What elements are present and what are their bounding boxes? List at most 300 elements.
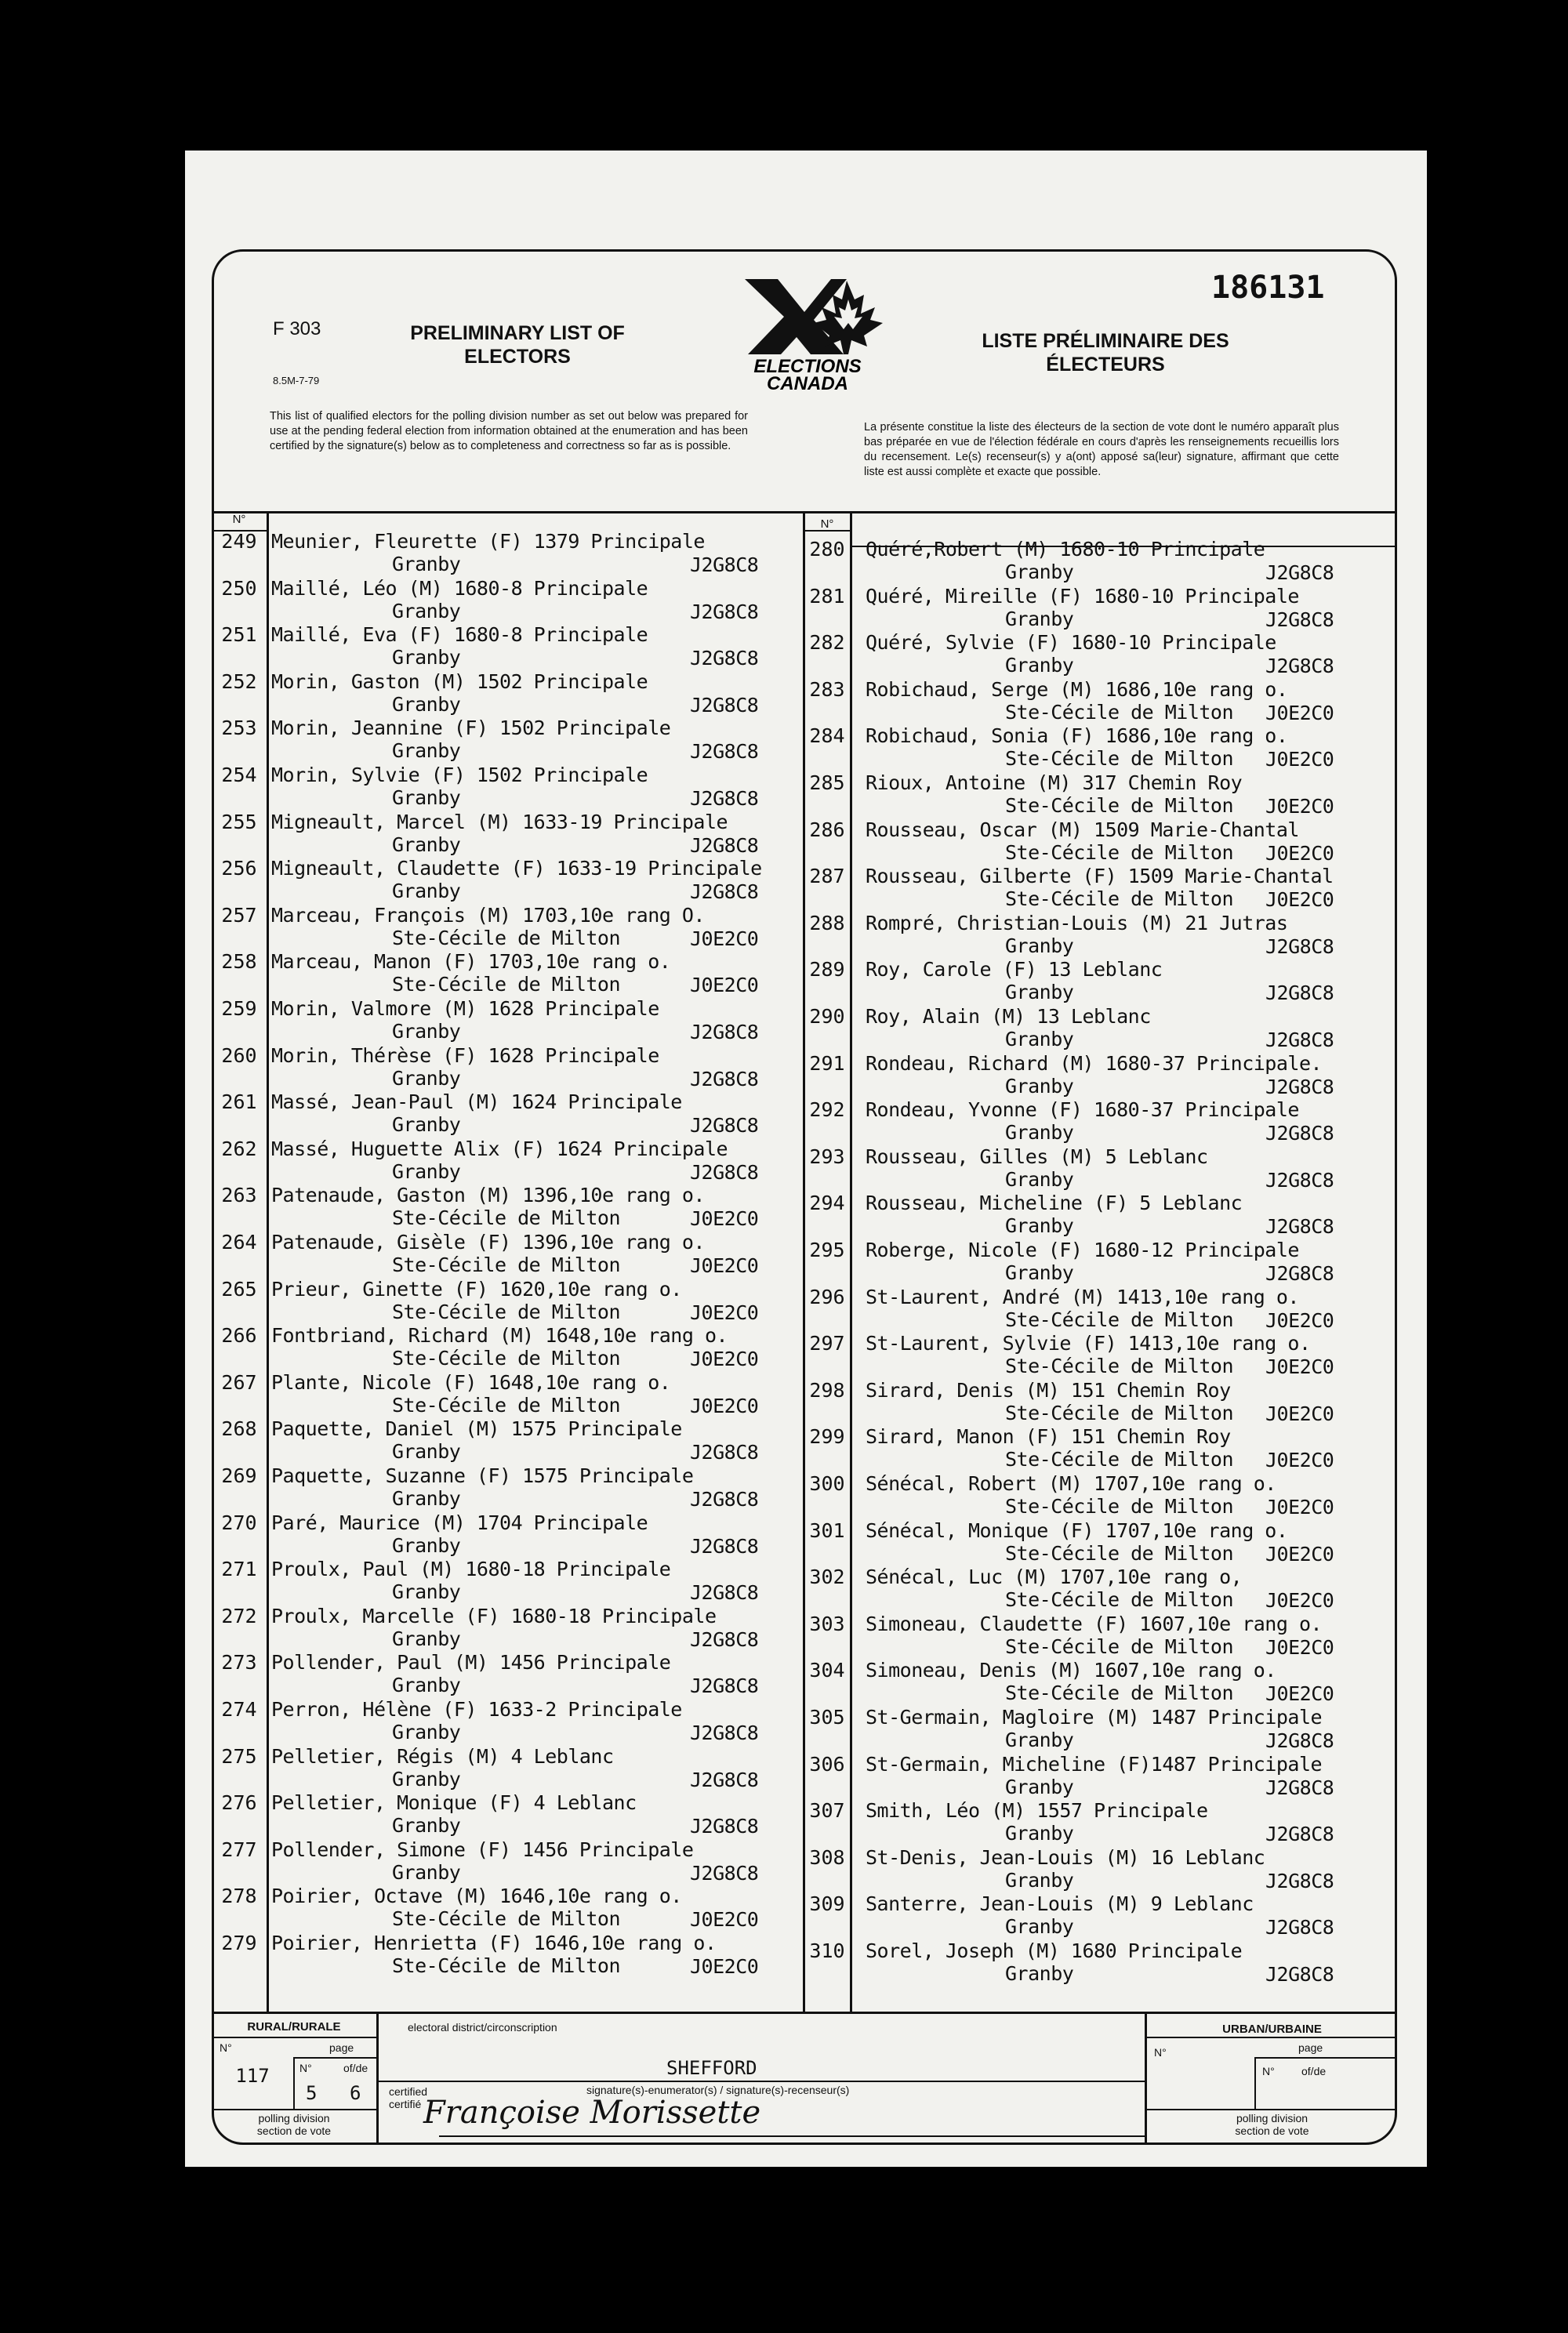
left-number-column-rule	[267, 511, 269, 2013]
elector-number: 250	[221, 576, 257, 600]
elector-municipality: Granby	[392, 1533, 461, 1557]
elector-name-address: Patenaude, Gaston (M) 1396,10e rang o.	[271, 1184, 705, 1207]
elector-municipality: Ste-Cécile de Milton	[1005, 1448, 1234, 1471]
elector-number: 256	[221, 857, 257, 880]
enumerator-signature: Françoise Morissette	[423, 2095, 761, 2131]
elector-municipality: Ste-Cécile de Milton	[392, 1393, 621, 1417]
elector-name-address: Perron, Hélène (F) 1633-2 Principale	[271, 1698, 682, 1721]
page-of-label: of/de	[343, 2062, 368, 2074]
elector-name-address: Quéré,Robert (M) 1680-10 Principale	[866, 538, 1265, 561]
elector-name-address: Rousseau, Micheline (F) 5 Leblanc	[866, 1192, 1243, 1215]
elector-postal-code: J2G8C8	[690, 1021, 759, 1043]
elector-number: 290	[809, 1005, 845, 1028]
elector-postal-code: J2G8C8	[690, 1674, 759, 1698]
elector-postal-code: J2G8C8	[690, 1722, 759, 1744]
elector-postal-code: J2G8C8	[690, 880, 759, 904]
elector-municipality: Granby	[392, 1487, 461, 1510]
elector-municipality: Ste-Cécile de Milton	[1005, 1355, 1234, 1378]
elector-number: 293	[809, 1145, 845, 1168]
elector-name-address: Quéré, Mireille (F) 1680-10 Principale	[866, 584, 1299, 608]
elector-name-address: Robichaud, Serge (M) 1686,10e rang o.	[866, 677, 1288, 701]
elector-name-address: Massé, Jean-Paul (M) 1624 Principale	[271, 1090, 682, 1114]
rural-polling-label-en: polling division	[258, 2112, 330, 2124]
elector-municipality: Granby	[392, 1020, 461, 1043]
elector-number: 302	[809, 1566, 845, 1589]
elector-municipality: Ste-Cécile de Milton	[1005, 1635, 1234, 1658]
elector-number: 259	[221, 997, 257, 1020]
footer-urban-page-rule	[1254, 2057, 1397, 2059]
elector-name-address: Migneault, Claudette (F) 1633-19 Principale	[271, 857, 762, 880]
elector-municipality: Granby	[1005, 1074, 1074, 1098]
elector-postal-code: J2G8C8	[690, 693, 759, 717]
elector-name-address: Rondeau, Yvonne (F) 1680-37 Principale	[866, 1098, 1299, 1122]
elector-postal-code: J0E2C0	[1265, 1542, 1334, 1566]
elector-number: 269	[221, 1464, 257, 1487]
elector-number: 308	[809, 1845, 845, 1869]
elector-name-address: Morin, Valmore (M) 1628 Principale	[271, 997, 659, 1020]
elector-postal-code: J0E2C0	[1265, 1682, 1334, 1706]
elector-postal-code: J0E2C0	[1265, 1402, 1334, 1425]
elector-municipality: Ste-Cécile de Milton	[1005, 1588, 1234, 1612]
elector-postal-code: J2G8C8	[1265, 1823, 1334, 1846]
title-french-line2: ÉLECTEURS	[1046, 354, 1165, 376]
elector-number: 270	[221, 1511, 257, 1534]
intro-english: This list of qualified electors for the polling division number as set out below was prepared for use at the pending federal election from information obtained at the enumeration and has been certified by the signature(s) below as to completeness and correctness so far as is possible.	[270, 410, 748, 452]
rural-polling-label	[212, 2112, 376, 2137]
rural-page-label: page	[329, 2041, 354, 2054]
elector-municipality: Granby	[1005, 981, 1074, 1004]
elector-name-address: Paré, Maurice (M) 1704 Principale	[271, 1511, 648, 1534]
elector-postal-code: J0E2C0	[1265, 1635, 1334, 1659]
elector-name-address: Maillé, Léo (M) 1680-8 Principale	[271, 576, 648, 600]
form-number: F 303	[273, 318, 321, 339]
elector-postal-code: J2G8C8	[1265, 1262, 1334, 1285]
elector-number: 257	[221, 903, 257, 927]
elector-name-address: Massé, Huguette Alix (F) 1624 Principale	[271, 1137, 728, 1160]
elector-municipality: Ste-Cécile de Milton	[1005, 1401, 1234, 1424]
footer-urban-rule	[1147, 2037, 1397, 2038]
elector-municipality: Granby	[392, 1580, 461, 1604]
elector-municipality: Granby	[1005, 1214, 1074, 1238]
elector-postal-code: J2G8C8	[690, 1627, 759, 1651]
elector-number: 252	[221, 669, 257, 693]
urban-no-label: N°	[1154, 2046, 1167, 2059]
elector-number: 281	[809, 584, 845, 608]
footer-urban-page-divider	[1254, 2057, 1256, 2109]
elector-name-address: Sénécal, Monique (F) 1707,10e rang o.	[866, 1518, 1288, 1542]
elector-postal-code: J0E2C0	[1265, 795, 1334, 818]
elector-name-address: Patenaude, Gisèle (F) 1396,10e rang o.	[271, 1231, 705, 1254]
elector-postal-code: J0E2C0	[1265, 1589, 1334, 1613]
elector-postal-code: J0E2C0	[690, 1207, 759, 1231]
elections-canada-logo	[729, 276, 886, 392]
footer-rural-rule	[212, 2037, 376, 2038]
certified-label-fr: certifié	[389, 2098, 422, 2110]
elector-number: 278	[221, 1885, 257, 1908]
elector-number: 296	[809, 1285, 845, 1308]
elector-number: 288	[809, 911, 845, 934]
elector-municipality: Ste-Cécile de Milton	[392, 1254, 621, 1276]
elector-name-address: Morin, Gaston (M) 1502 Principale	[271, 669, 648, 693]
urban-page-no-label: N°	[1262, 2065, 1275, 2077]
elector-postal-code: J2G8C8	[690, 787, 759, 810]
elector-municipality: Ste-Cécile de Milton	[1005, 1308, 1234, 1331]
elector-postal-code: J2G8C8	[1265, 1215, 1334, 1239]
elector-municipality: Granby	[392, 739, 461, 763]
signature-label: signature(s)-enumerator(s) / signature(s)-recenseur(s)	[586, 2084, 850, 2096]
elector-number: 285	[809, 771, 845, 794]
title-french-line1: LISTE PRÉLIMINAIRE DES	[982, 330, 1229, 352]
elector-number: 304	[809, 1659, 845, 1682]
elector-name-address: Morin, Jeannine (F) 1502 Principale	[271, 717, 671, 740]
elector-municipality: Granby	[1005, 1775, 1074, 1798]
elector-municipality: Granby	[392, 692, 461, 716]
elector-name-address: Rousseau, Oscar (M) 1509 Marie-Chantal	[866, 818, 1299, 841]
elector-municipality: Granby	[1005, 934, 1074, 957]
elector-name-address: Roy, Carole (F) 13 Leblanc	[866, 958, 1163, 981]
elector-number: 254	[221, 764, 257, 786]
elector-municipality: Granby	[392, 1440, 461, 1464]
elector-municipality: Ste-Cécile de Milton	[1005, 794, 1234, 817]
elector-municipality: Granby	[1005, 1028, 1074, 1050]
elector-number: 273	[221, 1651, 257, 1674]
elector-postal-code: J2G8C8	[1265, 1075, 1334, 1098]
elector-municipality: Granby	[392, 1814, 461, 1838]
elector-name-address: Sénécal, Robert (M) 1707,10e rang o.	[866, 1472, 1276, 1495]
elector-name-address: Sirard, Denis (M) 151 Chemin Roy	[866, 1378, 1231, 1402]
elector-municipality: Granby	[392, 1860, 461, 1884]
elector-name-address: Robichaud, Sonia (F) 1686,10e rang o.	[866, 724, 1288, 748]
elector-postal-code: J2G8C8	[1265, 1168, 1334, 1192]
elector-postal-code: J2G8C8	[690, 553, 759, 576]
district-label: electoral district/circonscription	[408, 2021, 557, 2034]
elector-postal-code: J2G8C8	[690, 1768, 759, 1791]
elector-municipality: Ste-Cécile de Milton	[392, 973, 621, 996]
elector-municipality: Ste-Cécile de Milton	[1005, 887, 1234, 911]
elector-number: 251	[221, 623, 257, 647]
elector-name-address: Simoneau, Claudette (F) 1607,10e rang o.	[866, 1612, 1323, 1635]
elector-name-address: St-Laurent, Sylvie (F) 1413,10e rang o.	[866, 1332, 1311, 1355]
elector-municipality: Granby	[392, 599, 461, 622]
elector-name-address: Sénécal, Luc (M) 1707,10e rang o,	[866, 1566, 1243, 1589]
elector-name-address: Rompré, Christian-Louis (M) 21 Jutras	[866, 911, 1288, 934]
elector-number: 297	[809, 1332, 845, 1355]
elector-name-address: St-Germain, Micheline (F)1487 Principale	[866, 1752, 1323, 1776]
elector-postal-code: J0E2C0	[1265, 1496, 1334, 1518]
elector-municipality: Granby	[392, 1159, 461, 1183]
elector-number: 291	[809, 1051, 845, 1075]
elector-municipality: Ste-Cécile de Milton	[1005, 1682, 1234, 1705]
elector-municipality: Ste-Cécile de Milton	[1005, 1495, 1234, 1518]
elector-number: 310	[809, 1939, 845, 1962]
elector-municipality: Ste-Cécile de Milton	[1005, 747, 1234, 771]
title-english	[376, 321, 659, 368]
elector-number: 267	[221, 1370, 257, 1394]
title-english-line2: ELECTORS	[464, 346, 571, 368]
elector-municipality: Granby	[1005, 1822, 1074, 1845]
elector-postal-code: J2G8C8	[690, 1861, 759, 1885]
elector-municipality: Granby	[1005, 1915, 1074, 1939]
elector-municipality: Granby	[1005, 607, 1074, 630]
elector-number: 271	[221, 1558, 257, 1581]
elector-municipality: Granby	[392, 1674, 461, 1697]
elector-municipality: Granby	[1005, 1729, 1074, 1751]
elector-postal-code: J0E2C0	[690, 1301, 759, 1324]
elector-postal-code: J0E2C0	[690, 974, 759, 997]
elector-postal-code: J2G8C8	[1265, 1122, 1334, 1145]
elector-name-address: Rioux, Antoine (M) 317 Chemin Roy	[866, 771, 1243, 794]
elector-number: 300	[809, 1472, 845, 1495]
elector-postal-code: J2G8C8	[1265, 1029, 1334, 1051]
elector-municipality: Granby	[1005, 1868, 1074, 1892]
elector-number: 284	[809, 724, 845, 748]
elector-postal-code: J2G8C8	[690, 647, 759, 670]
elector-postal-code: J0E2C0	[1265, 1355, 1334, 1379]
elector-number: 282	[809, 631, 845, 655]
elector-postal-code: J2G8C8	[690, 740, 759, 764]
elector-postal-code: J2G8C8	[1265, 1916, 1334, 1939]
elector-postal-code: J0E2C0	[690, 1348, 759, 1371]
elector-name-address: Plante, Nicole (F) 1648,10e rang o.	[271, 1370, 671, 1394]
elector-municipality: Granby	[1005, 1167, 1074, 1191]
elector-number: 272	[221, 1604, 257, 1627]
elector-number: 286	[809, 818, 845, 841]
elector-name-address: St-Denis, Jean-Louis (M) 16 Leblanc	[866, 1845, 1265, 1869]
elector-number: 292	[809, 1098, 845, 1122]
elector-name-address: Santerre, Jean-Louis (M) 9 Leblanc	[866, 1892, 1254, 1916]
rural-polling-label-fr: section de vote	[256, 2124, 332, 2137]
page-number: 5	[306, 2082, 318, 2104]
elector-number: 274	[221, 1698, 257, 1721]
elector-municipality: Ste-Cécile de Milton	[392, 1907, 621, 1931]
elector-name-address: Proulx, Marcelle (F) 1680-18 Principale	[271, 1604, 717, 1627]
elector-number: 306	[809, 1752, 845, 1776]
page-of-total: 6	[350, 2082, 361, 2104]
footer-urban-bottom-rule	[1147, 2109, 1397, 2110]
urban-polling-label-en: polling division	[1236, 2112, 1308, 2124]
elector-number: 266	[221, 1324, 257, 1348]
elector-postal-code: J0E2C0	[690, 1254, 759, 1277]
elector-postal-code: J0E2C0	[1265, 1308, 1334, 1332]
elector-municipality: Ste-Cécile de Milton	[392, 1954, 621, 1977]
elector-name-address: Quéré, Sylvie (F) 1680-10 Principale	[866, 631, 1276, 655]
intro-french: La présente constitue la liste des électeurs de la section de vote dont le numéro apparaît plus bas préparée en vue de l'élection fédérale en cours d'après les renseignements recueillis lors du recensement. Le(s) recenseur(s) y a(ont) apposé sa(leur) signature, affirmant que cette liste est aussi complète et exacte que possible.	[864, 421, 1339, 478]
elector-municipality: Granby	[392, 833, 461, 856]
elector-name-address: Fontbriand, Richard (M) 1648,10e rang o.	[271, 1324, 728, 1348]
table-bottom-rule	[212, 2012, 1397, 2014]
elector-postal-code: J2G8C8	[1265, 934, 1334, 958]
elector-name-address: Sorel, Joseph (M) 1680 Principale	[866, 1939, 1243, 1962]
footer-rural-page-divider	[293, 2057, 295, 2109]
elector-name-address: Morin, Thérèse (F) 1628 Principale	[271, 1043, 659, 1067]
elector-name-address: St-Laurent, André (M) 1413,10e rang o.	[866, 1285, 1299, 1308]
elector-name-address: Sirard, Manon (F) 151 Chemin Roy	[866, 1425, 1231, 1449]
elector-postal-code: J2G8C8	[690, 1488, 759, 1511]
elector-postal-code: J2G8C8	[690, 600, 759, 623]
elector-postal-code: J0E2C0	[1265, 701, 1334, 724]
elector-postal-code: J0E2C0	[1265, 841, 1334, 865]
elector-municipality: Granby	[392, 1113, 461, 1137]
elector-name-address: Maillé, Eva (F) 1680-8 Principale	[271, 623, 648, 647]
title-french	[956, 329, 1254, 376]
elector-name-address: Proulx, Paul (M) 1680-18 Principale	[271, 1558, 671, 1581]
elector-name-address: Pelletier, Régis (M) 4 Leblanc	[271, 1744, 614, 1768]
elector-municipality: Ste-Cécile de Milton	[1005, 840, 1234, 864]
elector-name-address: Meunier, Fleurette (F) 1379 Principale	[271, 530, 705, 553]
elector-number: 301	[809, 1518, 845, 1542]
elector-postal-code: J2G8C8	[690, 1114, 759, 1137]
elector-name-address: Paquette, Daniel (M) 1575 Principale	[271, 1417, 682, 1441]
elector-municipality: Ste-Cécile de Milton	[392, 1206, 621, 1230]
elector-number: 261	[221, 1090, 257, 1114]
elector-municipality: Ste-Cécile de Milton	[392, 1300, 621, 1323]
elector-name-address: Marceau, Manon (F) 1703,10e rang o.	[271, 950, 671, 974]
urban-polling-label-fr: section de vote	[1235, 2124, 1309, 2137]
elector-number: 279	[221, 1932, 257, 1954]
elector-municipality: Ste-Cécile de Milton	[1005, 1541, 1234, 1565]
elector-postal-code: J2G8C8	[1265, 981, 1334, 1005]
elector-name-address: Poirier, Henrietta (F) 1646,10e rang o.	[271, 1932, 717, 1954]
elector-municipality: Granby	[1005, 1962, 1074, 1985]
elector-postal-code: J2G8C8	[1265, 1963, 1334, 1986]
elector-postal-code: J0E2C0	[690, 927, 759, 950]
urban-page-of-label: of/de	[1301, 2065, 1327, 2077]
elector-postal-code: J2G8C8	[690, 1581, 759, 1605]
elector-number: 276	[221, 1791, 257, 1815]
elector-municipality: Ste-Cécile de Milton	[392, 1347, 621, 1370]
rural-label: RURAL/RURALE	[247, 2020, 341, 2034]
elector-name-address: Smith, Léo (M) 1557 Principale	[866, 1799, 1208, 1823]
elector-name-address: Roy, Alain (M) 13 Leblanc	[866, 1005, 1151, 1028]
elector-postal-code: J2G8C8	[690, 1067, 759, 1090]
elector-number: 280	[809, 538, 845, 561]
elector-number: 289	[809, 958, 845, 981]
elector-municipality: Granby	[1005, 1121, 1074, 1145]
elector-postal-code: J0E2C0	[690, 1394, 759, 1417]
elector-municipality: Granby	[392, 1066, 461, 1090]
elector-number: 277	[221, 1838, 257, 1861]
elector-number: 299	[809, 1425, 845, 1449]
elector-name-address: Pollender, Paul (M) 1456 Principale	[271, 1651, 671, 1674]
district-value: SHEFFORD	[666, 2057, 757, 2079]
elector-postal-code: J2G8C8	[690, 1815, 759, 1838]
elector-postal-code: J2G8C8	[1265, 561, 1334, 584]
elector-name-address: Simoneau, Denis (M) 1607,10e rang o.	[866, 1659, 1276, 1682]
elector-number: 309	[809, 1892, 845, 1916]
elector-postal-code: J2G8C8	[690, 1441, 759, 1464]
urban-label: URBAN/URBAINE	[1222, 2023, 1322, 2036]
elector-number: 287	[809, 865, 845, 888]
footer-rural-bottom-rule	[212, 2109, 376, 2110]
elector-name-address: Poirier, Octave (M) 1646,10e rang o.	[271, 1885, 682, 1908]
polling-division-number: 117	[235, 2065, 270, 2087]
elector-municipality: Granby	[392, 880, 461, 903]
page-no-label: N°	[299, 2062, 312, 2074]
elector-postal-code: J2G8C8	[1265, 1869, 1334, 1892]
elector-postal-code: J2G8C8	[690, 1160, 759, 1184]
elector-postal-code: J0E2C0	[1265, 748, 1334, 771]
elector-postal-code: J2G8C8	[690, 833, 759, 857]
footer-left-divider	[376, 2014, 379, 2143]
elector-number: 262	[221, 1137, 257, 1160]
rural-no-label: N°	[220, 2041, 232, 2054]
elector-municipality: Ste-Cécile de Milton	[1005, 700, 1234, 724]
certified-label-en: certified	[389, 2085, 428, 2098]
form-code: 8.5M-7-79	[273, 375, 320, 386]
elector-number: 268	[221, 1417, 257, 1441]
elector-number: 264	[221, 1231, 257, 1254]
urban-page-label: page	[1298, 2041, 1323, 2054]
elector-number: 265	[221, 1277, 257, 1301]
title-english-line1: PRELIMINARY LIST OF	[410, 322, 625, 344]
elector-name-address: St-Germain, Magloire (M) 1487 Principale	[866, 1706, 1323, 1729]
logo-text-line2: CANADA	[767, 373, 848, 394]
elector-postal-code: J0E2C0	[1265, 1449, 1334, 1472]
footer-district-rule	[379, 2081, 1145, 2082]
elector-name-address: Migneault, Marcel (M) 1633-19 Principale	[271, 810, 728, 833]
elector-number: 253	[221, 717, 257, 740]
left-no-header: N°	[232, 513, 246, 526]
elector-municipality: Granby	[392, 553, 461, 575]
elector-postal-code: J2G8C8	[1265, 655, 1334, 678]
elector-postal-code: J0E2C0	[690, 1955, 759, 1978]
elector-number: 294	[809, 1192, 845, 1215]
elector-postal-code: J2G8C8	[1265, 1776, 1334, 1799]
elector-postal-code: J2G8C8	[1265, 608, 1334, 631]
right-number-column-rule	[850, 511, 852, 2013]
elector-municipality: Granby	[392, 1721, 461, 1743]
logo-text-line1: ELECTIONS	[753, 356, 862, 377]
elector-municipality: Granby	[1005, 1261, 1074, 1284]
signature-line	[439, 2135, 1145, 2137]
elector-municipality: Granby	[392, 786, 461, 809]
elector-name-address: Prieur, Ginette (F) 1620,10e rang o.	[271, 1277, 682, 1301]
elector-municipality: Granby	[392, 1627, 461, 1650]
elector-name-address: Morin, Sylvie (F) 1502 Principale	[271, 764, 648, 786]
elector-municipality: Granby	[392, 646, 461, 669]
elector-name-address: Pollender, Simone (F) 1456 Principale	[271, 1838, 694, 1861]
serial-number: 186131	[1211, 270, 1325, 306]
elector-number: 295	[809, 1239, 845, 1261]
elector-municipality: Granby	[392, 1767, 461, 1791]
elector-number: 305	[809, 1706, 845, 1729]
elector-number: 283	[809, 677, 845, 701]
elector-number: 258	[221, 950, 257, 974]
elector-postal-code: J0E2C0	[1265, 888, 1334, 912]
elector-number: 263	[221, 1184, 257, 1207]
maple-leaf-x-icon	[729, 276, 886, 354]
footer-rural-page-rule	[293, 2057, 376, 2059]
elector-number: 307	[809, 1799, 845, 1823]
elector-number: 260	[221, 1043, 257, 1067]
elector-name-address: Rondeau, Richard (M) 1680-37 Principale.	[866, 1051, 1323, 1075]
urban-polling-label	[1147, 2112, 1397, 2137]
elector-name-address: Marceau, François (M) 1703,10e rang O.	[271, 903, 705, 927]
elector-name-address: Paquette, Suzanne (F) 1575 Principale	[271, 1464, 694, 1487]
elector-municipality: Granby	[1005, 561, 1074, 583]
right-no-header: N°	[820, 517, 834, 531]
elector-number: 255	[221, 810, 257, 833]
certified-label	[389, 2085, 427, 2110]
elector-number: 275	[221, 1744, 257, 1768]
elector-name-address: Roberge, Nicole (F) 1680-12 Principale	[866, 1239, 1299, 1261]
logo-text	[729, 358, 886, 393]
elector-number: 303	[809, 1612, 845, 1635]
elector-name-address: Pelletier, Monique (F) 4 Leblanc	[271, 1791, 637, 1815]
elector-postal-code: J0E2C0	[690, 1908, 759, 1932]
elector-municipality: Granby	[1005, 654, 1074, 677]
elector-number: 298	[809, 1378, 845, 1402]
